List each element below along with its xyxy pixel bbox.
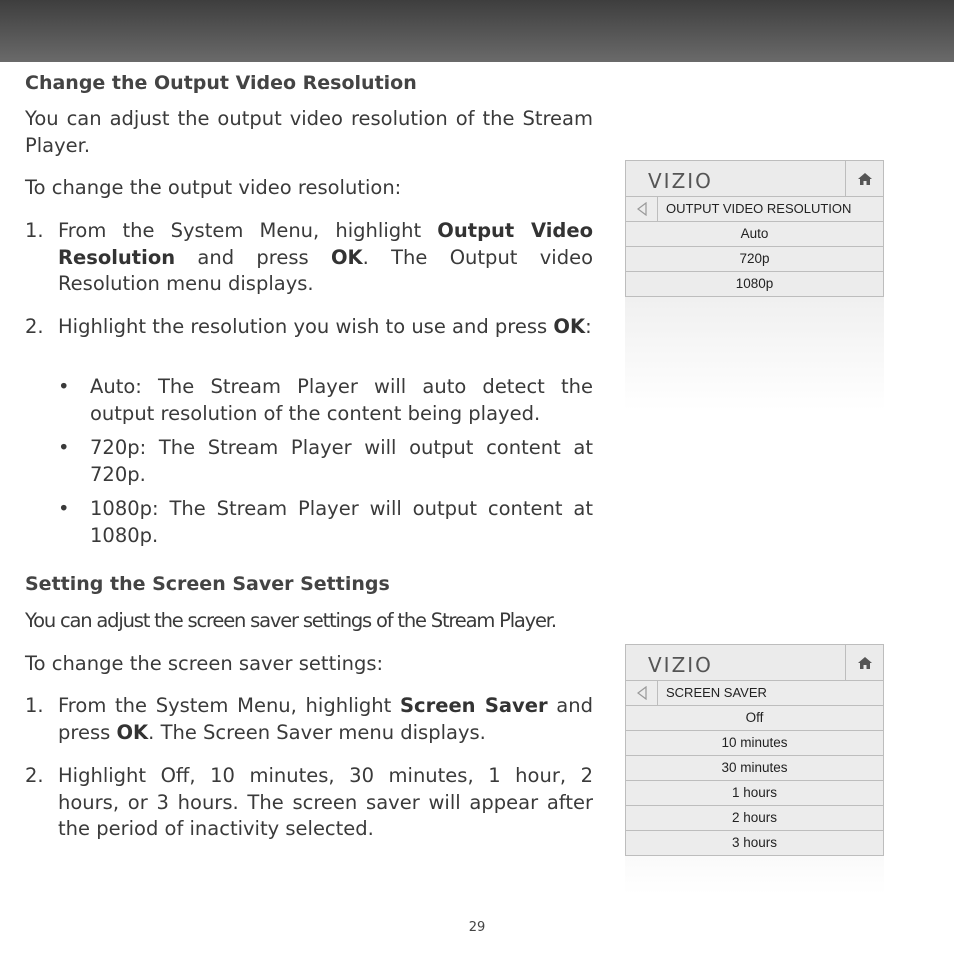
section-heading-resolution: Change the Output Video Resolution (25, 72, 417, 94)
menu-option[interactable]: 30 minutes (625, 756, 884, 781)
menu-title-bar (625, 196, 884, 222)
bullet-item (58, 496, 593, 549)
bullet-text: 720p: The Stream Player will output content at 720p. (90, 436, 593, 486)
menu-option[interactable]: 1080p (625, 272, 884, 297)
step-2 (25, 763, 593, 843)
menu-header (625, 160, 884, 196)
menu-title: SCREEN SAVER (666, 685, 767, 700)
bullet-icon: • (58, 375, 70, 398)
instruction-lead: To change the screen saver settings: (25, 652, 384, 675)
step-number: 1. (25, 219, 44, 242)
menu-header (625, 644, 884, 680)
step-text-part: From the System Menu, highlight (58, 219, 438, 242)
page-number: 29 (468, 920, 486, 935)
menu-option[interactable]: 10 minutes (625, 731, 884, 756)
menu-option[interactable]: 720p (625, 247, 884, 272)
section-heading-screen-saver: Setting the Screen Saver Settings (25, 573, 390, 595)
vizio-logo: VIZIO (648, 169, 713, 193)
menu-screenshot-screen-saver (625, 644, 884, 894)
step-number: 2. (25, 764, 44, 787)
step-text-part: From the System Menu, highlight (58, 694, 400, 717)
key-name: OK (553, 315, 586, 338)
step-text: Highlight Off, 10 minutes, 30 minutes, 1 hour, 2 hours, or 3 hours. The screen saver will appear after the period of inactivity selected. (58, 764, 593, 840)
menu-title-bar (625, 680, 884, 706)
home-icon[interactable] (845, 161, 883, 196)
menu-title: OUTPUT VIDEO RESOLUTION (666, 201, 852, 216)
vizio-logo: VIZIO (648, 653, 713, 677)
menu-screenshot-resolution (625, 160, 884, 410)
menu-item-name: Output Video Resolution (58, 219, 594, 269)
step-text (58, 314, 593, 341)
home-icon[interactable] (845, 645, 883, 680)
step-text-part: : (585, 315, 592, 338)
menu-item-name: Screen Saver (400, 694, 548, 717)
section-intro: You can adjust the output video resolution of the Stream Player. (25, 107, 593, 157)
step-text-part: and press (175, 245, 331, 269)
bullet-icon: • (58, 436, 70, 459)
step-2 (25, 314, 593, 341)
bullet-icon: • (58, 497, 70, 520)
step-text (58, 693, 593, 746)
instruction-lead: To change the output video resolution: (25, 176, 402, 199)
bullet-item (58, 435, 593, 488)
step-text (58, 218, 593, 298)
step-number: 1. (25, 694, 44, 717)
key-name: OK (116, 720, 149, 744)
bullet-text: 1080p: The Stream Player will output content at 1080p. (90, 497, 593, 547)
step-text-part: Highlight the resolution you wish to use and press (58, 315, 554, 338)
back-arrow-icon[interactable] (626, 197, 658, 221)
step-1 (25, 218, 593, 298)
bullet-text: Auto: The Stream Player will auto detect the output resolution of the content being played. (90, 375, 593, 425)
step-text-part: and press (58, 694, 593, 744)
bullet-item (58, 374, 593, 427)
step-text-part: . The Screen Saver menu displays. (148, 720, 486, 744)
menu-option[interactable]: 1 hours (625, 781, 884, 806)
step-number: 2. (25, 315, 44, 338)
menu-option[interactable]: 2 hours (625, 806, 884, 831)
step-1 (25, 693, 593, 746)
menu-option[interactable]: Auto (625, 222, 884, 247)
header-bar (0, 0, 954, 62)
menu-option[interactable]: 3 hours (625, 831, 884, 856)
back-arrow-icon[interactable] (626, 681, 658, 705)
step-text-part: . The Output video Resolution menu displays. (58, 245, 593, 295)
key-name: OK (330, 245, 363, 269)
menu-option[interactable]: Off (625, 706, 884, 731)
section-intro: You can adjust the screen saver settings of the Stream Player. (25, 609, 556, 632)
